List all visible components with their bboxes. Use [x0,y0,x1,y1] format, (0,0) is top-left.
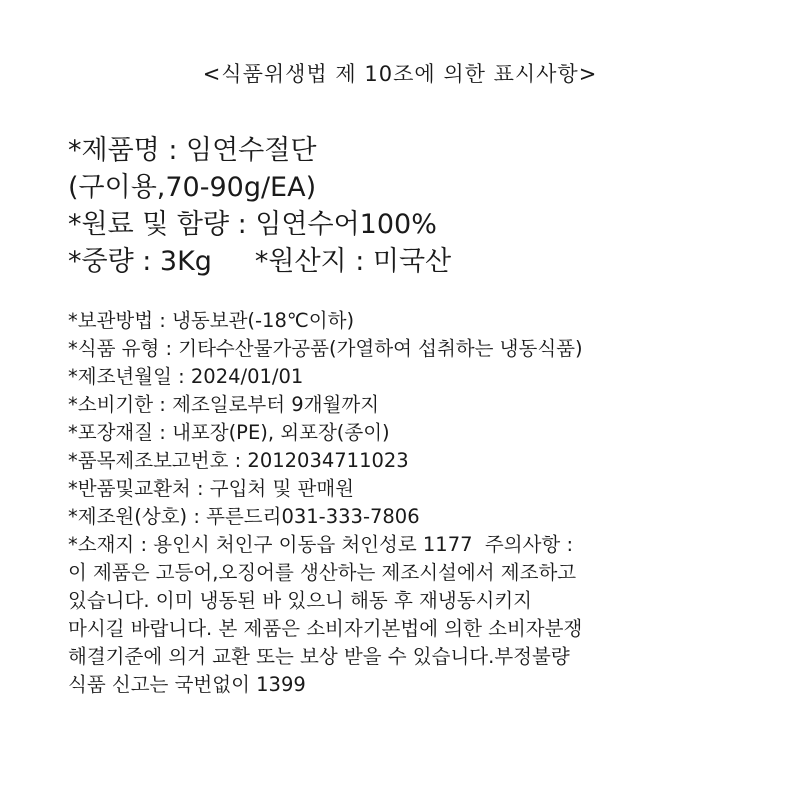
food-type-line: *식품 유형 : 기타수산물가공품(가열하여 섭취하는 냉동식품) [68,337,583,360]
product-usage-line: (구이용,70-90g/EA) [68,172,317,203]
notice-line: 이 제품은 고등어,오징어를 생산하는 제조시설에서 제조하고 [68,561,577,584]
storage-method-line: *보관방법 : 냉동보관(-18℃이하) [68,309,355,332]
return-exchange-line: *반품및교환처 : 구입처 및 판매원 [68,477,354,500]
notice-line: 있습니다. 이미 냉동된 바 있으니 해동 후 재냉동시키지 [68,589,533,612]
label-title: <식품위생법 제 10조에 의한 표시사항> [202,62,598,86]
main-info-block [68,132,451,280]
manufacture-date-line: *제조년월일 : 2024/01/01 [68,365,304,388]
notice-line: 식품 신고는 국번없이 1399 [68,673,306,696]
expiry-line: *소비기한 : 제조일로부터 9개월까지 [68,393,380,416]
manufacturer-line: *제조원(상호) : 푸른드리031-333-7806 [68,505,420,528]
address-line: *소재지 : 용인시 처인구 이동읍 처인성로 1177 주의사항 : [68,533,574,556]
packaging-line: *포장재질 : 내포장(PE), 외포장(종이) [68,421,390,444]
weight-origin-line: *중량 : 3Kg *원산지 : 미국산 [68,246,452,277]
ingredients-line: *원료 및 함량 : 임연수어100% [68,209,437,240]
product-name-line: *제품명 : 임연수절단 [68,135,317,166]
report-number-line: *품목제조보고번호 : 2012034711023 [68,449,409,472]
notice-line: 마시길 바랍니다. 본 제품은 소비자기본법에 의한 소비자분쟁 [68,617,583,640]
notice-line: 해결기준에 의거 교환 또는 보상 받을 수 있습니다.부정불량 [68,645,570,668]
detail-info-block [68,307,583,699]
